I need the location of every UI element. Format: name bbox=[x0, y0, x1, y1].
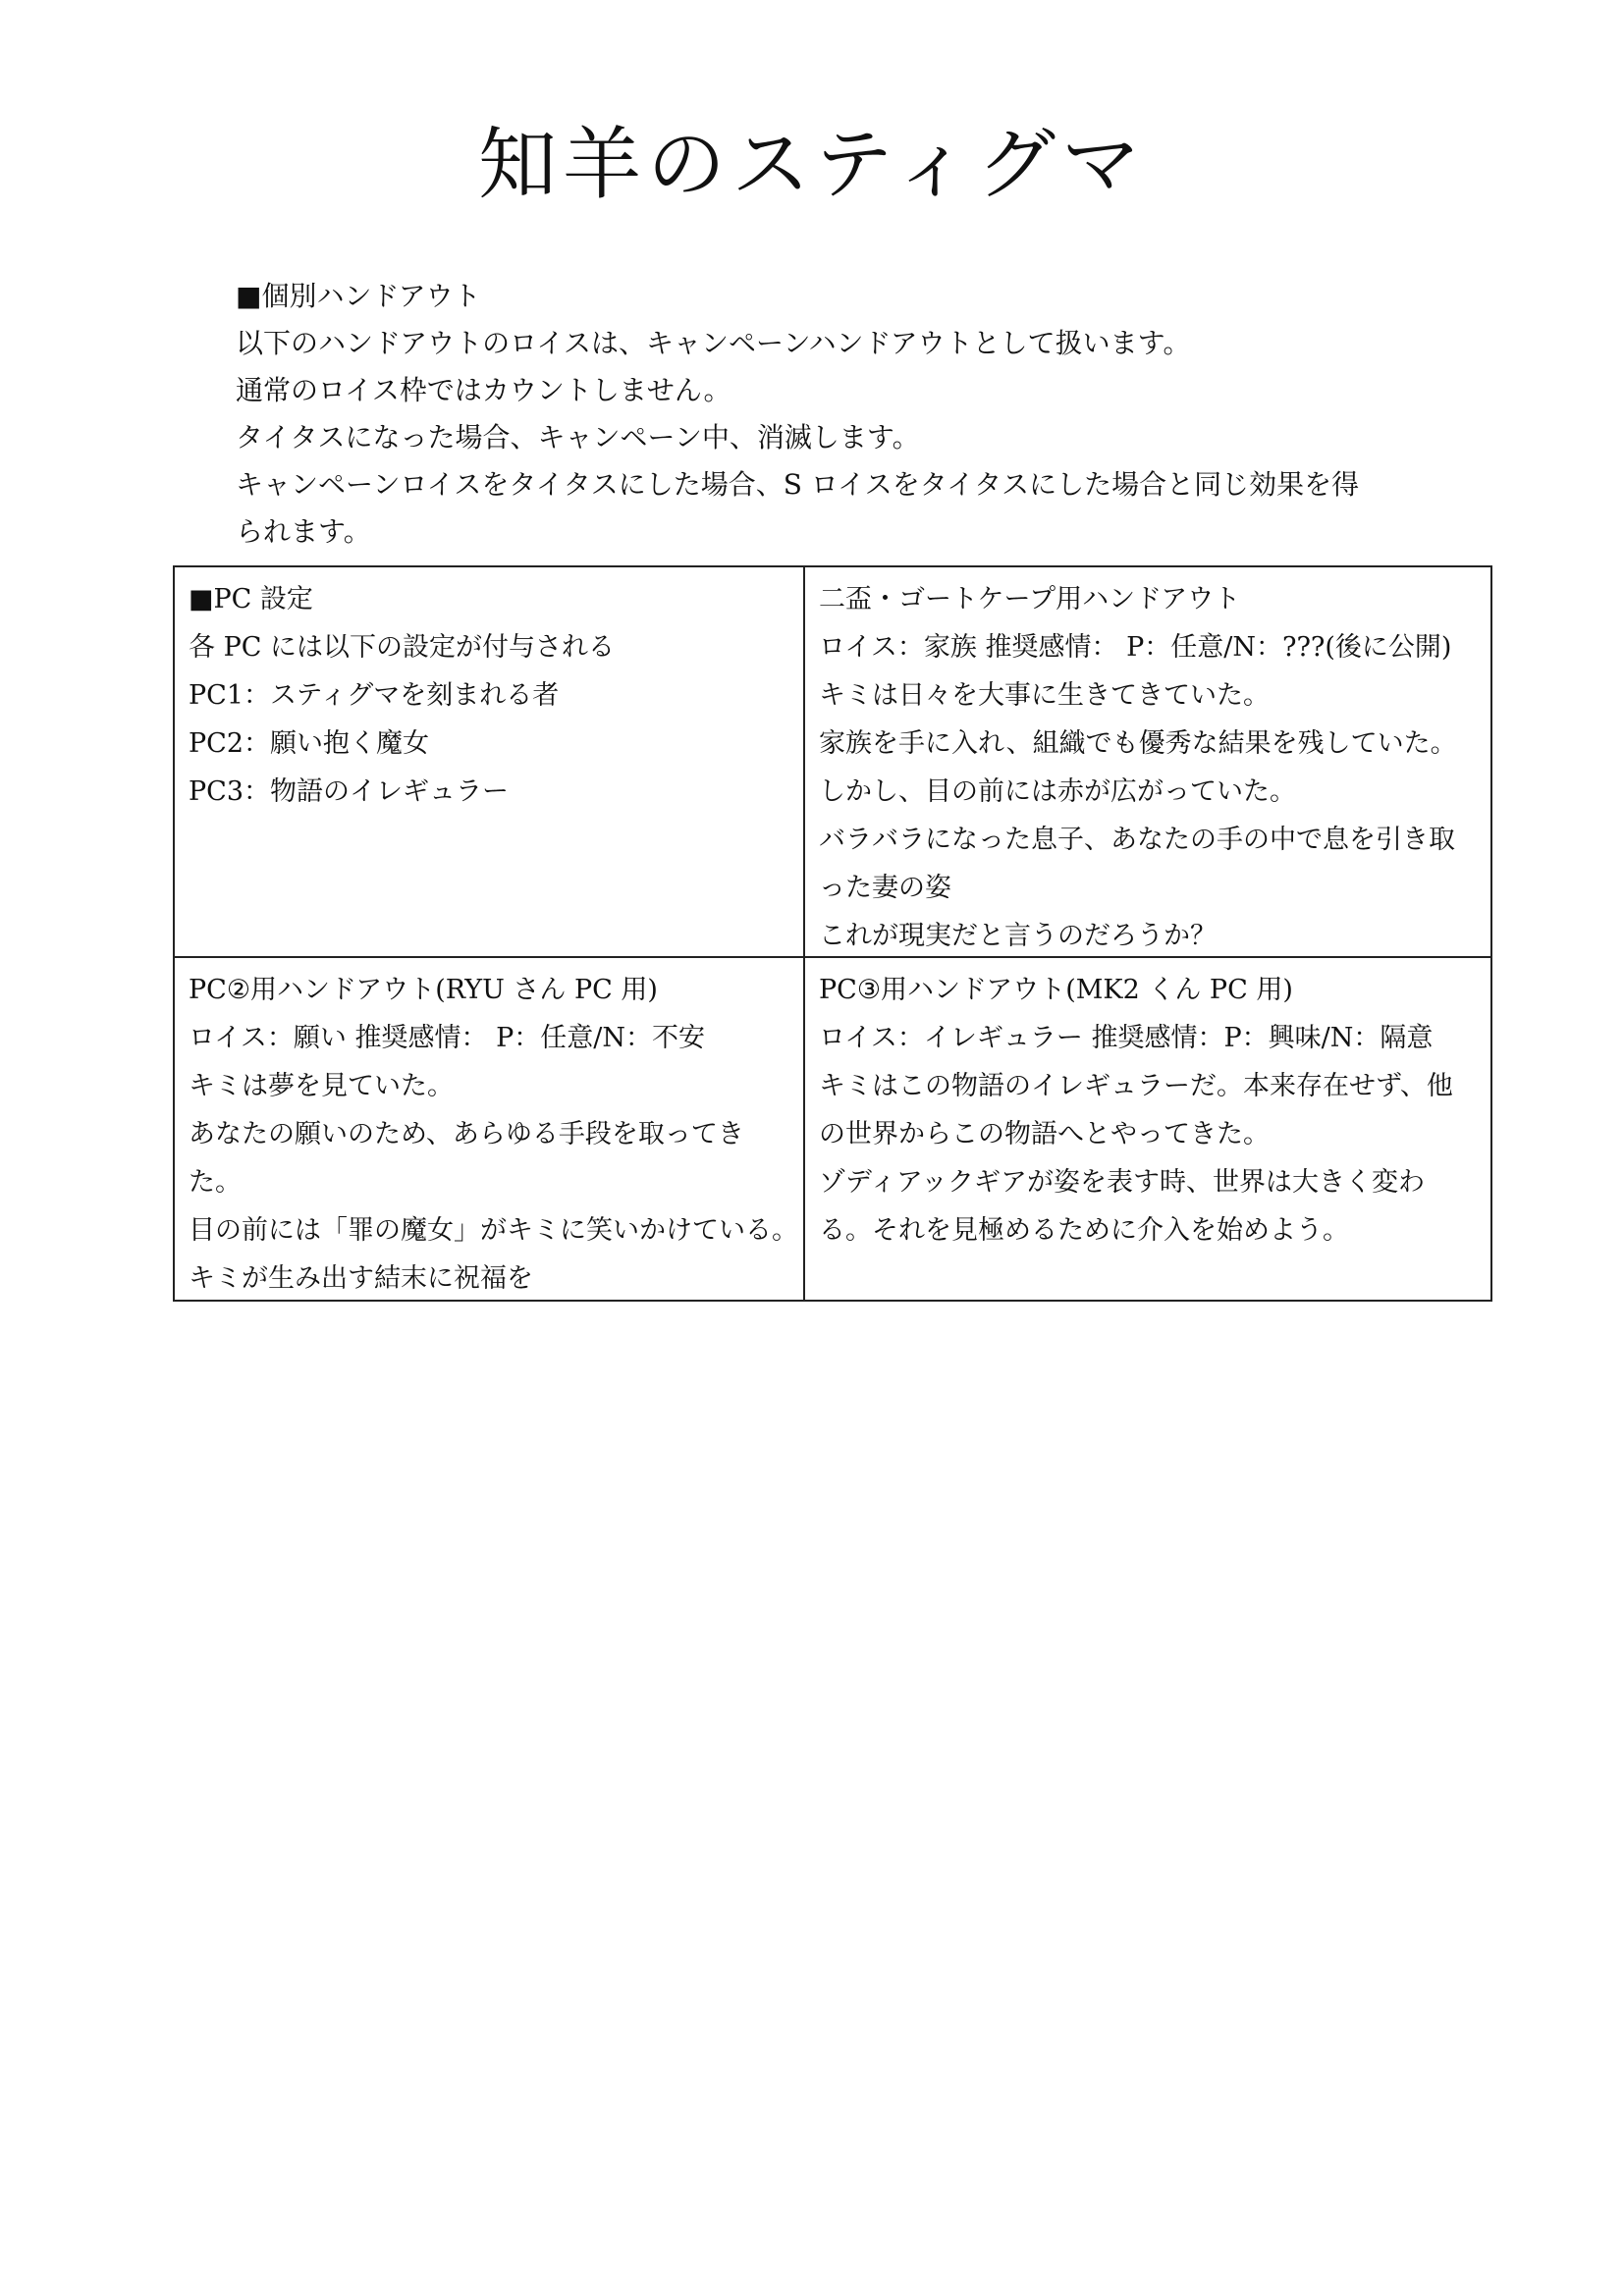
cell-line: た。 bbox=[189, 1167, 242, 1198]
cell-pc3-handout bbox=[805, 958, 1492, 1300]
cell-line: の世界からこの物語へとやってきた。 bbox=[819, 1119, 1270, 1149]
cell-line: キミは日々を大事に生きてきていた。 bbox=[819, 680, 1270, 711]
cell-line: 家族を手に入れ、組織でも優秀な結果を残していた。 bbox=[819, 728, 1457, 759]
cell-line: キミはこの物語のイレギュラーだ。本来存在せず、他 bbox=[819, 1071, 1453, 1101]
cell-line: PC2：願い抱く魔女 bbox=[189, 728, 430, 759]
cell-line: キミが生み出す結末に祝福を bbox=[189, 1263, 533, 1294]
intro-line: 以下のハンドアウトのロイスは、キャンペーンハンドアウトとして扱います。 bbox=[236, 327, 1191, 359]
cell-line: しかし、目の前には赤が広がっていた。 bbox=[819, 776, 1296, 807]
intro-line: られます。 bbox=[236, 515, 371, 548]
intro-line: タイタスになった場合、キャンペーン中、消滅します。 bbox=[236, 421, 920, 454]
cell-line: ロイス：家族 推奨感情： P：任意/N：???(後に公開) bbox=[819, 632, 1452, 663]
cell-line: PC1：スティグマを刻まれる者 bbox=[189, 680, 560, 711]
cell-heading: ■PC 設定 bbox=[189, 584, 313, 614]
document-title: 知羊のスティグマ bbox=[478, 119, 1146, 210]
cell-line: ロイス：願い 推奨感情： P：任意/N：不安 bbox=[189, 1023, 705, 1053]
cell-heading: PC③用ハンドアウト(MK2 くん PC 用) bbox=[819, 975, 1293, 1005]
cell-heading: PC②用ハンドアウト(RYU さん PC 用) bbox=[189, 975, 658, 1005]
cell-line: った妻の姿 bbox=[819, 873, 951, 903]
cell-line: これが現実だと言うのだろうか？ bbox=[819, 921, 1217, 951]
cell-line: キミは夢を見ていた。 bbox=[189, 1071, 454, 1101]
intro-line: キャンペーンロイスをタイタスにした場合、S ロイスをタイタスにした場合と同じ効果を得 bbox=[236, 468, 1360, 501]
cell-line: 各 PC には以下の設定が付与される bbox=[189, 632, 615, 663]
cell-line: あなたの願いのため、あらゆる手段を取ってき bbox=[189, 1119, 744, 1149]
cell-line: PC3：物語のイレギュラー bbox=[189, 776, 510, 807]
handout-table bbox=[173, 565, 1492, 1302]
cell-pc-settings bbox=[175, 567, 805, 958]
intro-section bbox=[236, 273, 1443, 556]
cell-line: る。それを見極めるために介入を始めよう。 bbox=[819, 1215, 1349, 1246]
cell-line: ゾディアックギアが姿を表す時、世界は大きく変わ bbox=[819, 1167, 1425, 1198]
cell-heading: 二盃・ゴートケープ用ハンドアウト bbox=[819, 584, 1241, 614]
cell-pc2-handout bbox=[175, 958, 805, 1300]
cell-goat-cape-handout bbox=[805, 567, 1492, 958]
cell-line: バラバラになった息子、あなたの手の中で息を引き取 bbox=[819, 825, 1455, 855]
cell-line: ロイス：イレギュラー 推奨感情：P：興味/N：隔意 bbox=[819, 1023, 1434, 1053]
cell-line: 目の前には「罪の魔女」がキミに笑いかけている。 bbox=[189, 1215, 798, 1246]
intro-heading: ■個別ハンドアウト bbox=[236, 280, 481, 312]
intro-line: 通常のロイス枠ではカウントしません。 bbox=[236, 374, 731, 406]
